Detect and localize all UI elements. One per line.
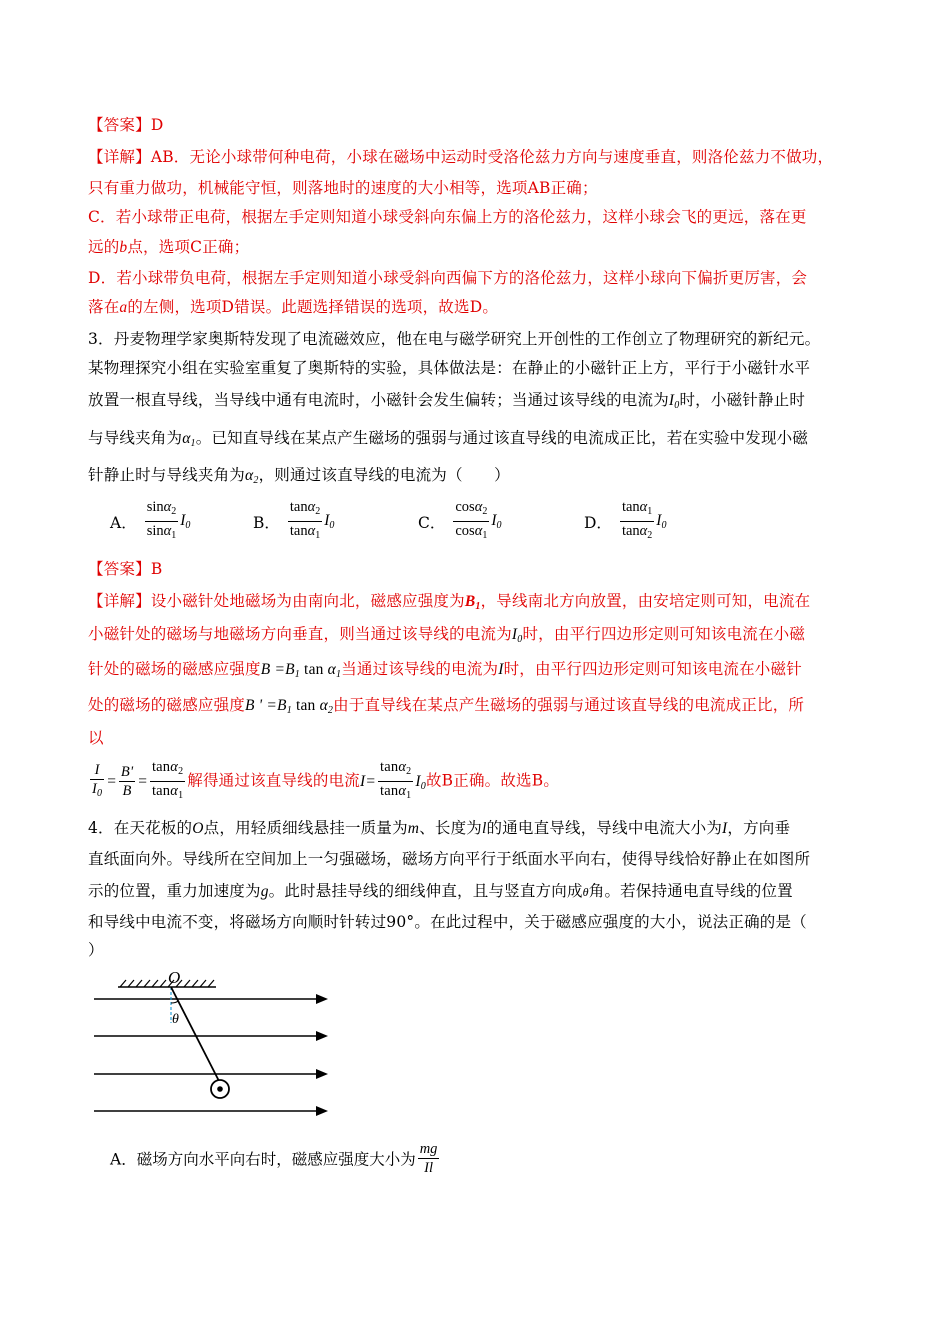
sub: 0 xyxy=(185,520,191,531)
I0 xyxy=(415,773,426,790)
denominator xyxy=(150,782,185,805)
var-l: l xyxy=(482,820,487,837)
text: 示的位置，重力加速度为 xyxy=(88,882,261,900)
text: 的通电直导线，导线中电流大小为 xyxy=(486,819,723,837)
sub: 0 xyxy=(496,520,502,531)
alpha: α xyxy=(319,697,328,714)
q3-detail-line-2 xyxy=(88,624,805,650)
sub: 2 xyxy=(482,506,488,517)
var-a: a xyxy=(119,299,128,316)
q3-stem-line-1: 3．丹麦物理学家奥斯特发现了电流磁效应，他在电与磁学研究上开创性的工作创立了物理研究的新纪元。 xyxy=(88,330,821,348)
answer-value: B xyxy=(150,560,163,578)
q3-stem-line-4 xyxy=(88,428,808,454)
B: B xyxy=(464,593,476,610)
text: 、长度为 xyxy=(419,819,482,837)
q3-option-c[interactable] xyxy=(418,498,502,545)
text: 由于直导线在某点产生磁场的强弱与通过该直导线的电流成正比，所 xyxy=(333,696,805,714)
numerator xyxy=(288,498,322,522)
q3-option-d[interactable] xyxy=(584,498,666,545)
arrowhead xyxy=(316,1031,328,1041)
I0 xyxy=(491,512,501,529)
denominator: Il xyxy=(424,1160,433,1176)
sub: 0 xyxy=(97,787,103,799)
text: 点，选项C正确； xyxy=(127,238,250,256)
text: 故B正确。故选B。 xyxy=(425,771,560,790)
answer-tag: 【答案】 xyxy=(88,560,151,578)
field-arrowheads xyxy=(316,994,328,1116)
text: 。此时悬挂导线的细线伸直，且与竖直方向成 xyxy=(268,882,583,900)
q3-detail-line-1 xyxy=(88,591,810,617)
sub: 2 xyxy=(315,506,321,517)
text: 时，由平行四边形定则可知该电流在小磁针 xyxy=(503,660,802,678)
I: I xyxy=(92,780,98,797)
denominator xyxy=(90,780,104,803)
alpha: α xyxy=(170,759,179,775)
var-I: I xyxy=(722,820,728,837)
fn: tan xyxy=(289,523,308,539)
text: 的左侧，选项D错误。此题选择错误的选项，故选D。 xyxy=(127,298,499,316)
sub: 1 xyxy=(286,705,292,716)
I: I xyxy=(491,512,497,529)
option-fraction xyxy=(418,1140,440,1177)
I: I xyxy=(668,392,675,409)
I0 xyxy=(324,512,334,529)
text: 时，小磁针静止时 xyxy=(679,391,806,409)
q4-stem-line-3 xyxy=(88,881,793,902)
option-label: D． xyxy=(584,513,612,532)
numerator xyxy=(620,498,654,522)
text: 设小磁针处地磁场为由南向北，磁感应强度为 xyxy=(150,592,465,610)
q2-detail-line-3: C．若小球带正电荷，根据左手定则知道小球受斜向东偏上方的洛伦兹力，这样小球会飞的更远，落在更 xyxy=(88,208,807,226)
var-m: m xyxy=(407,820,420,837)
numerator xyxy=(145,498,179,522)
arrowhead xyxy=(316,1106,328,1116)
option-label: B． xyxy=(253,513,280,532)
option-fraction xyxy=(453,498,489,545)
I0 xyxy=(180,512,190,529)
sub: 1 xyxy=(171,530,177,541)
var-g: g xyxy=(260,883,269,900)
q2-detail-line-4 xyxy=(88,237,249,258)
I: I xyxy=(324,512,330,529)
sub: 1 xyxy=(294,669,300,680)
sub: 1 xyxy=(406,790,412,801)
q2-detail-line-1 xyxy=(88,147,833,167)
q2-detail-line-6 xyxy=(88,297,498,318)
text: 针处的磁场的磁感应强度 xyxy=(88,660,261,678)
alpha: α xyxy=(245,467,254,484)
text: ，方向垂 xyxy=(727,819,791,837)
option-fraction xyxy=(288,498,322,545)
numerator: mg xyxy=(419,1141,438,1157)
arrowhead xyxy=(316,1069,328,1079)
q3-detail-line-4 xyxy=(88,695,804,721)
sub: 1 xyxy=(315,530,321,541)
q3-stem-line-3 xyxy=(88,390,805,416)
q3-stem-line-5 xyxy=(88,465,510,491)
sub: 1 xyxy=(190,438,196,449)
tan: tan xyxy=(151,783,171,799)
denominator xyxy=(288,522,322,545)
detail-tag: 【详解】 xyxy=(88,148,151,166)
arrowhead xyxy=(316,994,328,1004)
tan: tan xyxy=(291,697,320,714)
I0-symbol xyxy=(512,626,523,643)
angle-arc xyxy=(171,1001,178,1003)
alpha: α xyxy=(170,783,179,799)
alpha: α xyxy=(398,783,407,799)
detail-text: AB．无论小球带何种电荷，小球在磁场中运动时受洛伦兹力方向与速度垂直，则洛伦兹力不做功， xyxy=(150,148,834,166)
option-fraction xyxy=(145,498,179,545)
q4-stem-line-4: 和导线中电流不变，将磁场方向顺时针转过90°。在此过程中，关于磁感应强度的大小，说法正确的是（ xyxy=(88,913,807,931)
eq: B =B xyxy=(260,661,295,678)
tan: tan xyxy=(380,783,399,799)
q4-stem-line-5: ） xyxy=(88,941,104,959)
tan: tan xyxy=(151,759,171,775)
alpha: α xyxy=(307,523,316,539)
I0-symbol xyxy=(669,392,680,409)
alpha: α xyxy=(474,523,483,539)
option-fraction xyxy=(620,498,654,545)
numerator: I xyxy=(90,761,104,780)
text: 远的 xyxy=(88,238,120,256)
sub: 0 xyxy=(517,634,523,645)
fraction-tan xyxy=(150,758,185,805)
text: 小磁针处的磁场与地磁场方向垂直，则当通过该导线的电流为 xyxy=(88,625,512,643)
numerator xyxy=(150,758,185,782)
pivot-label-O: O xyxy=(168,968,181,987)
text: 。已知直导线在某点产生磁场的强弱与通过该直导线的电流成正比，若在实验中发现小磁 xyxy=(195,429,809,447)
text: 解得通过该直导线的电流 xyxy=(187,771,360,790)
alpha: α xyxy=(307,499,316,515)
sub: 2 xyxy=(327,705,334,716)
sub: 1 xyxy=(647,506,653,517)
I: I xyxy=(656,512,662,529)
pendulum-magnetic-field-diagram xyxy=(92,963,332,1125)
alpha: α xyxy=(163,499,172,515)
I: I xyxy=(415,772,421,790)
q2-detail-line-2: 只有重力做功，机械能守恒，则落地时的速度的大小相等，选项AB正确； xyxy=(88,179,598,197)
fn: sin xyxy=(146,523,164,539)
alpha: α xyxy=(398,759,407,775)
text: 处的磁场的磁感应强度 xyxy=(88,696,246,714)
detail-tag: 【详解】 xyxy=(88,592,151,610)
ceiling-hatch xyxy=(120,980,214,987)
I0 xyxy=(656,512,666,529)
q3-option-b[interactable] xyxy=(253,498,334,545)
eq: B ' =B xyxy=(245,697,287,714)
sub: 1 xyxy=(482,530,488,541)
numerator xyxy=(453,498,489,522)
var-O: O xyxy=(192,820,204,837)
text: 当通过该导线的电流为 xyxy=(341,660,499,678)
q2-answer-line xyxy=(88,115,163,135)
alpha: α xyxy=(639,499,648,515)
text: 放置一根直导线，当导线中通有电流时，小磁针会发生偏转；当通过该导线的电流为 xyxy=(88,391,669,409)
sub: 2 xyxy=(253,475,259,486)
alpha: α xyxy=(327,661,337,678)
tan: tan xyxy=(380,759,399,775)
answer-value: D xyxy=(150,116,164,134)
fn: tan xyxy=(289,499,308,515)
B1-symbol xyxy=(465,593,481,610)
alpha: α xyxy=(474,499,483,515)
magnetic-field-lines xyxy=(94,999,320,1111)
angle-label-theta: θ xyxy=(172,1012,179,1027)
q3-detail-line-5: 以 xyxy=(88,729,104,747)
sub: 2 xyxy=(406,766,412,777)
q3-answer-line xyxy=(88,559,162,579)
q4-stem-line-1 xyxy=(88,818,790,839)
suspension-string xyxy=(171,987,220,1083)
sub: 0 xyxy=(661,520,667,531)
sub: 0 xyxy=(329,520,335,531)
equals: = xyxy=(365,772,377,790)
denominator xyxy=(145,522,179,545)
denominator xyxy=(620,522,654,545)
numerator xyxy=(378,758,413,782)
result-equation xyxy=(359,759,426,801)
sub: 1 xyxy=(178,790,184,801)
fraction-tan xyxy=(378,758,413,805)
q4-stem-line-2: 直纸面向外。导线所在空间加上一匀强磁场，磁场方向平行于纸面水平向右，使得导线恰好静止在如图所 xyxy=(88,850,811,868)
fraction-Bp-B xyxy=(119,763,135,800)
I: I xyxy=(498,661,504,678)
I: I xyxy=(180,512,186,529)
fraction-I-I0 xyxy=(90,761,104,803)
text: ，导线南北方向放置，由安培定则可知，电流在 xyxy=(480,592,811,610)
fn: cos xyxy=(455,499,475,515)
alpha: α xyxy=(182,430,191,447)
option-label: C． xyxy=(418,513,446,532)
text: 点，用轻质细线悬挂一质量为 xyxy=(203,819,408,837)
option-text: A．磁场方向水平向右时，磁感应强度大小为 xyxy=(110,1150,416,1169)
q4-option-a[interactable] xyxy=(110,1140,441,1177)
var-b: b xyxy=(119,239,128,256)
sub: 2 xyxy=(178,766,184,777)
alpha2-symbol xyxy=(245,467,259,484)
text: 与导线夹角为 xyxy=(88,429,183,447)
equals: = xyxy=(137,772,148,790)
alpha1-symbol xyxy=(182,430,196,447)
fn: tan xyxy=(621,499,640,515)
denominator: B xyxy=(122,783,132,799)
sub: 0 xyxy=(420,780,426,792)
q3-option-a[interactable] xyxy=(110,498,190,545)
sub: 0 xyxy=(674,400,680,411)
I: I xyxy=(359,772,366,790)
denominator xyxy=(378,782,413,805)
option-label: A． xyxy=(110,513,137,532)
text: 角。若保持通电直导线的位置 xyxy=(588,882,793,900)
I: I xyxy=(511,626,518,643)
text: 针静止时与导线夹角为 xyxy=(88,466,246,484)
denominator xyxy=(453,522,489,545)
alpha: α xyxy=(639,523,648,539)
sub: 1 xyxy=(336,669,342,680)
sub: 2 xyxy=(171,506,177,517)
sub: 2 xyxy=(647,530,653,541)
fn: cos xyxy=(455,523,475,539)
ratio-equation xyxy=(88,759,187,801)
q2-detail-line-5: D．若小球带负电荷，根据左手定则知道小球受斜向西偏下方的洛伦兹力，这样小球向下偏折更厉害，会 xyxy=(88,269,808,287)
equals: = xyxy=(106,772,117,790)
q3-detail-line-6 xyxy=(88,758,559,805)
text: 4．在天花板的 xyxy=(88,819,193,837)
var-theta: θ xyxy=(582,885,589,899)
q3-stem-line-2: 某物理探究小组在实验室重复了奥斯特的实验，具体做法是：在静止的小磁针正上方，平行于小磁针水平 xyxy=(88,359,811,377)
q3-detail-line-3 xyxy=(88,659,802,685)
text: 时，由平行四边形定则可知该电流在小磁 xyxy=(522,625,806,643)
equation-Bprime xyxy=(245,697,333,714)
numerator: B' xyxy=(120,764,134,780)
text: ，则通过该直导线的电流为（ ） xyxy=(258,466,510,484)
tan: tan xyxy=(299,661,328,678)
alpha: α xyxy=(163,523,172,539)
equation-B xyxy=(261,661,342,678)
fn: sin xyxy=(146,499,164,515)
answer-tag: 【答案】 xyxy=(88,116,151,134)
sub: 1 xyxy=(475,601,481,612)
wire-dot xyxy=(217,1086,223,1092)
fn: tan xyxy=(621,523,640,539)
text: 落在 xyxy=(88,298,120,316)
